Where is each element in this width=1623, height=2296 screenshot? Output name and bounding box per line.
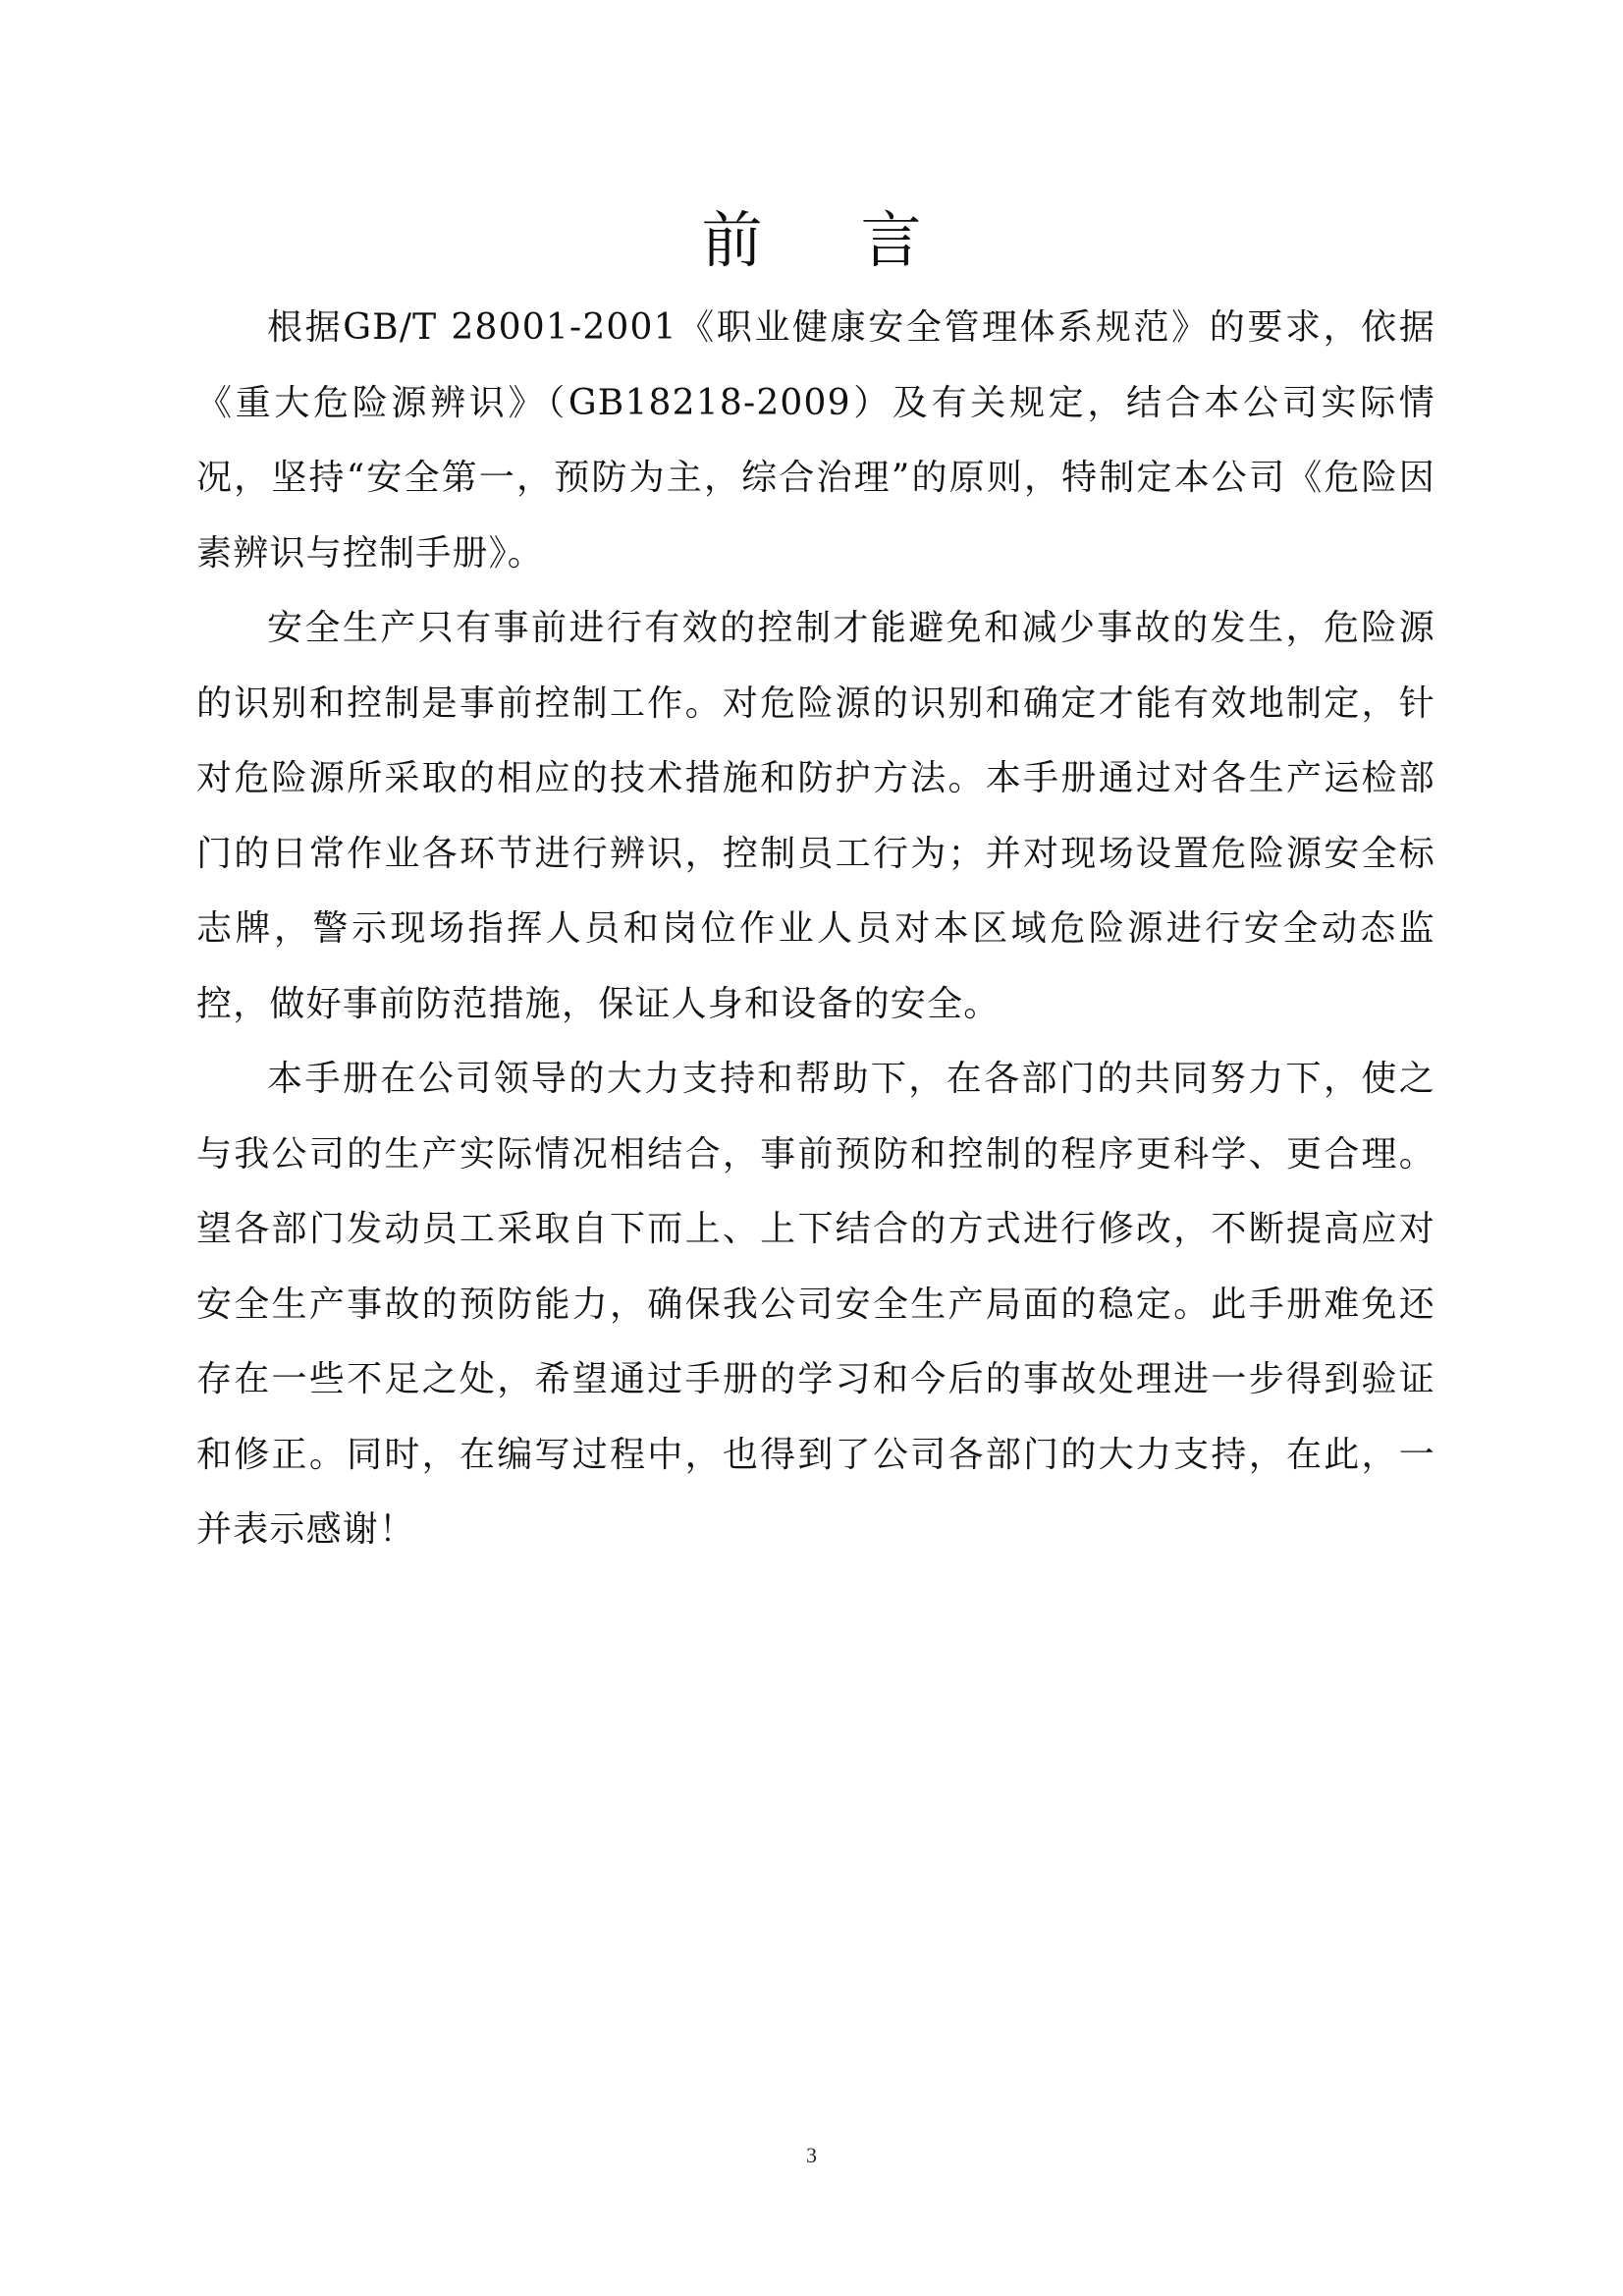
paragraph-3: 本手册在公司领导的大力支持和帮助下，在各部门的共同努力下，使之与我公司的生产实际情况相结合，事前预防和控制的程序更科学、更合理。望各部门发动员工采取自下而上、上下结合的方式进行修改，不断提高应对安全生产事故的预防能力，确保我公司安全生产局面的稳定。此手册难免还存在一些不足之处，希望通过手册的学习和今后的事故处理进一步得到验证和修正。同时，在编写过程中，也得到了公司各部门的大力支持，在此，一并表示感谢！ bbox=[196, 1059, 1435, 1550]
page-title: 前言 bbox=[701, 204, 1020, 276]
paragraph-2: 安全生产只有事前进行有效的控制才能避免和减少事故的发生，危险源的识别和控制是事前控制工作。对危险源的识别和确定才能有效地制定，针对危险源所采取的相应的技术措施和防护方法。本手册通过对各生产运检部门的日常作业各环节进行辨识，控制员工行为；并对现场设置危险源安全标志牌，警示现场指挥人员和岗位作业人员对本区域危险源进行安全动态监控，做好事前防范措施，保证人身和设备的安全。 bbox=[196, 608, 1435, 1024]
page-number: 3 bbox=[806, 2143, 817, 2167]
body-text bbox=[196, 291, 1435, 1568]
paragraph-1: 根据GB/T 28001-2001《职业健康安全管理体系规范》的要求，依据《重大危险源辨识》（GB18218-2009）及有关规定，结合本公司实际情况，坚持“安全第一，预防为主，综合治理”的原则，特制定本公司《危险因素辨识与控制手册》。 bbox=[196, 307, 1435, 574]
